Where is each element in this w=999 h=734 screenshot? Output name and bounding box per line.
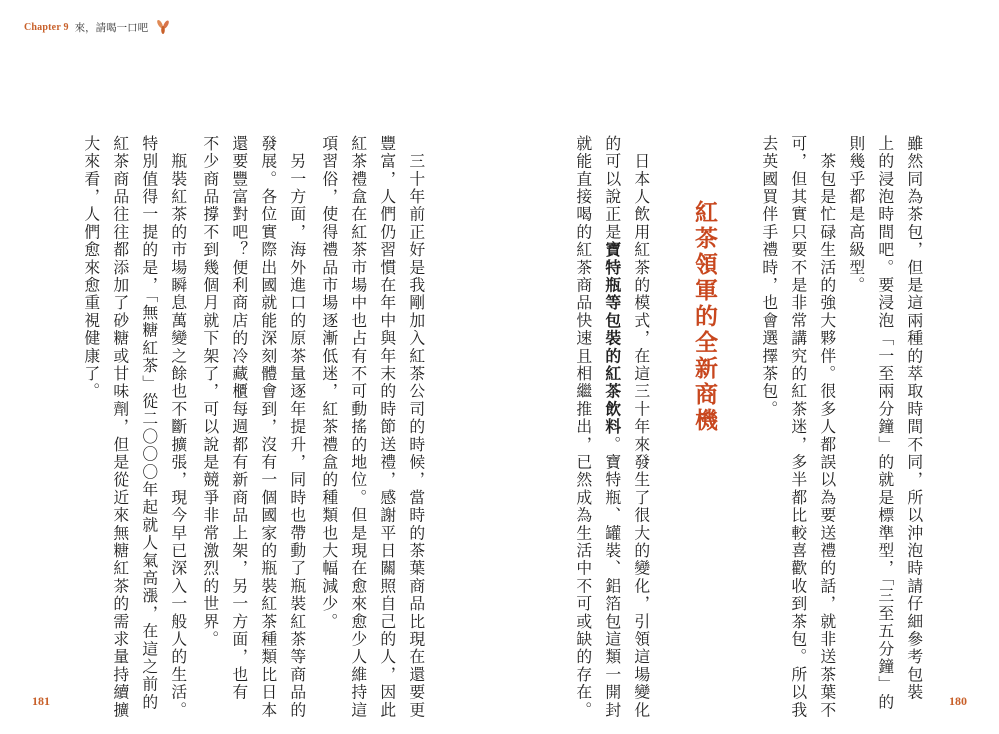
text-column: 可，但其實只要不是非常講究的紅茶迷，多半都比較喜歡收到茶包。所以我	[788, 135, 808, 720]
text-column: 還要豐富對吧？便利商店的冷藏櫃每週都有新商品上架，另一方面，也有	[229, 135, 249, 702]
text-column: 瓶裝紅茶的市場瞬息萬變之餘也不斷擴張，現今早已深入一般人的生活。	[168, 135, 188, 720]
text-column: 雖然同為茶包，但是這兩種的萃取時間不同，所以沖泡時請仔細參考包裝	[904, 135, 924, 702]
text-column: 不少商品撐不到幾個月就下架了，可以說是競爭非常激烈的世界。	[200, 135, 220, 649]
chapter-label: Chapter 9	[24, 21, 69, 33]
chapter-title: 來，請喝一口吧	[74, 21, 149, 34]
text-column: 紅茶禮盒在紅茶市場中也占有不可動搖的地位。但是現在愈來愈少人維持這	[348, 135, 368, 720]
text-run: 。寶特瓶、罐裝、鋁箔包這類一開封	[602, 435, 622, 720]
text-column: 另一方面，海外進口的原茶量逐年提升，同時也帶動了瓶裝紅茶等商品的	[287, 135, 307, 720]
page-number-left: 181	[32, 694, 50, 708]
text-column: 去英國買伴手禮時，也會選擇茶包。	[759, 135, 779, 419]
bold-emphasis: 寶特瓶等包裝的紅茶飲料	[602, 241, 622, 436]
text-run: 的可以說正是	[602, 135, 622, 242]
page-number-right: 180	[949, 694, 967, 708]
text-column: 大來看，人們愈來愈重視健康了。	[81, 135, 101, 401]
text-column: 紅茶商品往往都添加了砂糖或甘味劑，但是從近來無糖紅茶的需求量持續擴	[110, 135, 130, 720]
text-column: 上的浸泡時間吧。要浸泡「一至兩分鐘」的就是標準型，「三至五分鐘」的	[875, 135, 895, 712]
text-column: 三十年前正好是我剛加入紅茶公司的時候，當時的茶葉商品比現在還要更	[406, 135, 426, 720]
text-column-with-emphasis	[604, 135, 620, 719]
text-column: 日本人飲用紅茶的模式，在這三十年來發生了很大的變化，引領這場變化	[631, 135, 651, 720]
running-header	[24, 12, 172, 42]
text-column: 則幾乎都是高級型。	[846, 135, 866, 295]
text-column: 就能直接喝的紅茶商品快速且相繼推出，已然成為生活中不可或缺的存在。	[573, 135, 593, 720]
tea-leaf-icon	[154, 18, 172, 36]
text-column: 茶包是忙碌生活的強大夥伴。很多人都誤以為要送禮的話，就非送茶葉不	[817, 135, 837, 720]
text-column: 特別值得一提的是，「無糖紅茶」從二〇〇〇年起就人氣高漲，在這之前的	[139, 135, 159, 712]
text-column: 發展。各位實際出國就能深刻體會到，沒有一個國家的瓶裝紅茶種類比日本	[258, 135, 278, 720]
text-column: 項習俗，使得禮品市場逐漸低迷，紅茶禮盒的種類也大幅減少。	[319, 135, 339, 631]
section-heading: 紅茶領軍的全新商機	[691, 200, 717, 434]
text-column: 豐富，人們仍習慣在年中與年末的時節送禮，感謝平日關照自己的人，因此	[377, 135, 397, 720]
